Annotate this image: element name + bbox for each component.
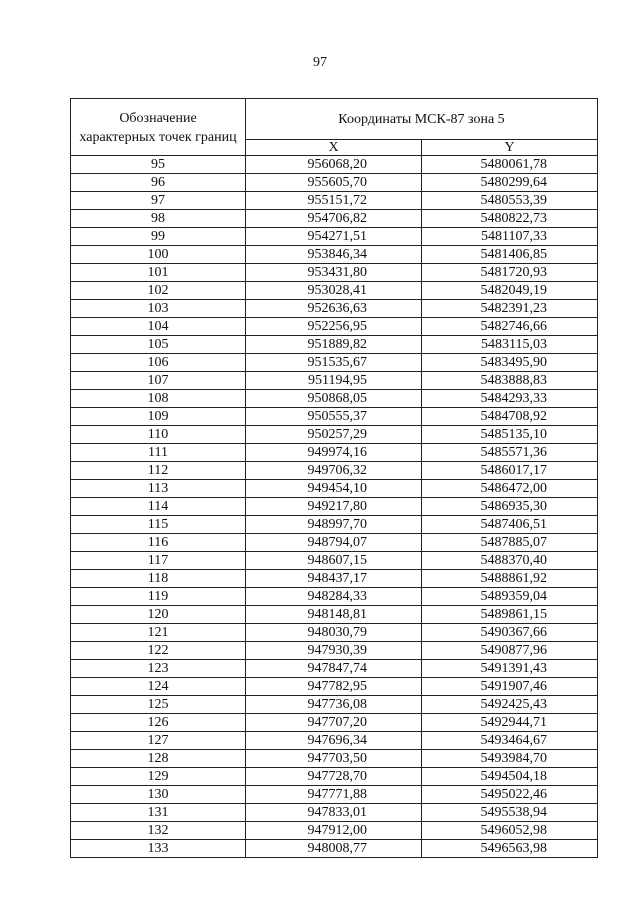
table-header [71, 99, 598, 156]
table-row [71, 372, 598, 390]
x-coordinate-cell: 947696,34 [246, 732, 422, 750]
table-row [71, 498, 598, 516]
point-label-cell: 104 [71, 318, 246, 336]
table-row [71, 516, 598, 534]
point-label-cell: 103 [71, 300, 246, 318]
y-coordinate-cell: 5482049,19 [422, 282, 598, 300]
x-coordinate-cell: 953846,34 [246, 246, 422, 264]
y-coordinate-cell: 5481406,85 [422, 246, 598, 264]
y-coordinate-cell: 5482391,23 [422, 300, 598, 318]
page-number: 97 [313, 55, 327, 70]
x-coordinate-cell: 955151,72 [246, 192, 422, 210]
coordinate-system-header: Координаты МСК-87 зона 5 [246, 99, 598, 140]
table-row [71, 282, 598, 300]
table-row [71, 552, 598, 570]
x-coordinate-cell: 947707,20 [246, 714, 422, 732]
y-coordinate-cell: 5487885,07 [422, 534, 598, 552]
table-body [71, 156, 598, 858]
table-row [71, 624, 598, 642]
x-column-header: X [246, 140, 422, 156]
table-row [71, 408, 598, 426]
point-label-cell: 105 [71, 336, 246, 354]
x-coordinate-cell: 949454,10 [246, 480, 422, 498]
point-label-cell: 96 [71, 174, 246, 192]
x-coordinate-cell: 947703,50 [246, 750, 422, 768]
x-coordinate-cell: 949217,80 [246, 498, 422, 516]
table-row [71, 444, 598, 462]
table-row [71, 840, 598, 858]
table-row [71, 822, 598, 840]
y-coordinate-cell: 5490877,96 [422, 642, 598, 660]
y-coordinate-cell: 5493464,67 [422, 732, 598, 750]
point-label-cell: 110 [71, 426, 246, 444]
table-row [71, 660, 598, 678]
point-label-cell: 131 [71, 804, 246, 822]
y-coordinate-cell: 5486472,00 [422, 480, 598, 498]
point-label-cell: 99 [71, 228, 246, 246]
y-coordinate-cell: 5493984,70 [422, 750, 598, 768]
y-coordinate-cell: 5483115,03 [422, 336, 598, 354]
y-coordinate-cell: 5488370,40 [422, 552, 598, 570]
y-coordinate-cell: 5490367,66 [422, 624, 598, 642]
point-label-cell: 121 [71, 624, 246, 642]
table-row [71, 750, 598, 768]
table-row [71, 642, 598, 660]
y-coordinate-cell: 5487406,51 [422, 516, 598, 534]
table-row [71, 696, 598, 714]
table-row [71, 210, 598, 228]
table-row [71, 426, 598, 444]
point-label-cell: 118 [71, 570, 246, 588]
x-coordinate-cell: 948284,33 [246, 588, 422, 606]
x-coordinate-cell: 947782,95 [246, 678, 422, 696]
point-label-cell: 95 [71, 156, 246, 174]
point-label-cell: 112 [71, 462, 246, 480]
point-label-cell: 125 [71, 696, 246, 714]
table-row [71, 462, 598, 480]
y-coordinate-cell: 5494504,18 [422, 768, 598, 786]
y-coordinate-cell: 5484708,92 [422, 408, 598, 426]
y-coordinate-cell: 5485135,10 [422, 426, 598, 444]
y-coordinate-cell: 5482746,66 [422, 318, 598, 336]
table-row [71, 714, 598, 732]
y-coordinate-cell: 5495538,94 [422, 804, 598, 822]
x-coordinate-cell: 948997,70 [246, 516, 422, 534]
y-coordinate-cell: 5485571,36 [422, 444, 598, 462]
y-coordinate-cell: 5496563,98 [422, 840, 598, 858]
y-coordinate-cell: 5480299,64 [422, 174, 598, 192]
table-row [71, 354, 598, 372]
y-coordinate-cell: 5483495,90 [422, 354, 598, 372]
coordinates-table [70, 98, 598, 858]
point-label-cell: 124 [71, 678, 246, 696]
y-coordinate-cell: 5486935,30 [422, 498, 598, 516]
x-coordinate-cell: 948030,79 [246, 624, 422, 642]
point-label-cell: 126 [71, 714, 246, 732]
point-label-cell: 100 [71, 246, 246, 264]
x-coordinate-cell: 955605,70 [246, 174, 422, 192]
table-row [71, 318, 598, 336]
x-coordinate-cell: 951535,67 [246, 354, 422, 372]
table-row [71, 246, 598, 264]
x-coordinate-cell: 954706,82 [246, 210, 422, 228]
table-row [71, 732, 598, 750]
x-coordinate-cell: 953028,41 [246, 282, 422, 300]
table-row [71, 300, 598, 318]
x-coordinate-cell: 948607,15 [246, 552, 422, 570]
point-label-cell: 132 [71, 822, 246, 840]
point-label-cell: 102 [71, 282, 246, 300]
x-coordinate-cell: 948794,07 [246, 534, 422, 552]
table-row [71, 264, 598, 282]
point-label-cell: 97 [71, 192, 246, 210]
point-label-cell: 109 [71, 408, 246, 426]
x-coordinate-cell: 949974,16 [246, 444, 422, 462]
point-label-cell: 108 [71, 390, 246, 408]
y-coordinate-cell: 5486017,17 [422, 462, 598, 480]
point-label-cell: 106 [71, 354, 246, 372]
point-label-cell: 113 [71, 480, 246, 498]
table-row [71, 156, 598, 174]
table-row [71, 534, 598, 552]
x-coordinate-cell: 947833,01 [246, 804, 422, 822]
point-label-cell: 127 [71, 732, 246, 750]
x-coordinate-cell: 948148,81 [246, 606, 422, 624]
point-label-cell: 120 [71, 606, 246, 624]
table-row [71, 174, 598, 192]
y-coordinate-cell: 5481107,33 [422, 228, 598, 246]
y-coordinate-cell: 5495022,46 [422, 786, 598, 804]
x-coordinate-cell: 947736,08 [246, 696, 422, 714]
x-coordinate-cell: 956068,20 [246, 156, 422, 174]
point-label-cell: 98 [71, 210, 246, 228]
x-coordinate-cell: 952636,63 [246, 300, 422, 318]
point-label-cell: 114 [71, 498, 246, 516]
table-row [71, 336, 598, 354]
y-coordinate-cell: 5491907,46 [422, 678, 598, 696]
table-row [71, 192, 598, 210]
x-coordinate-cell: 950868,05 [246, 390, 422, 408]
x-coordinate-cell: 951194,95 [246, 372, 422, 390]
y-coordinate-cell: 5491391,43 [422, 660, 598, 678]
y-coordinate-cell: 5480822,73 [422, 210, 598, 228]
table-row [71, 390, 598, 408]
x-coordinate-cell: 947728,70 [246, 768, 422, 786]
point-label-cell: 130 [71, 786, 246, 804]
point-label-header [71, 99, 246, 156]
y-coordinate-cell: 5480061,78 [422, 156, 598, 174]
point-label-cell: 133 [71, 840, 246, 858]
y-coordinate-cell: 5489359,04 [422, 588, 598, 606]
x-coordinate-cell: 947771,88 [246, 786, 422, 804]
table-row [71, 570, 598, 588]
table-row [71, 228, 598, 246]
point-label-cell: 115 [71, 516, 246, 534]
x-coordinate-cell: 954271,51 [246, 228, 422, 246]
y-coordinate-cell: 5483888,83 [422, 372, 598, 390]
y-coordinate-cell: 5496052,98 [422, 822, 598, 840]
x-coordinate-cell: 950555,37 [246, 408, 422, 426]
y-coordinate-cell: 5492944,71 [422, 714, 598, 732]
point-label-cell: 129 [71, 768, 246, 786]
header-row-top [71, 99, 598, 140]
table-row [71, 768, 598, 786]
y-coordinate-cell: 5489861,15 [422, 606, 598, 624]
y-coordinate-cell: 5492425,43 [422, 696, 598, 714]
point-label-header-line-1: Обозначение [119, 111, 197, 126]
x-coordinate-cell: 948008,77 [246, 840, 422, 858]
x-coordinate-cell: 951889,82 [246, 336, 422, 354]
table-row [71, 678, 598, 696]
point-label-header-line-2: характерных точек границ [79, 130, 237, 145]
x-coordinate-cell: 947847,74 [246, 660, 422, 678]
point-label-cell: 116 [71, 534, 246, 552]
y-coordinate-cell: 5480553,39 [422, 192, 598, 210]
y-coordinate-cell: 5481720,93 [422, 264, 598, 282]
x-coordinate-cell: 952256,95 [246, 318, 422, 336]
y-column-header: Y [422, 140, 598, 156]
x-coordinate-cell: 947912,00 [246, 822, 422, 840]
point-label-cell: 117 [71, 552, 246, 570]
y-coordinate-cell: 5488861,92 [422, 570, 598, 588]
point-label-cell: 101 [71, 264, 246, 282]
point-label-cell: 119 [71, 588, 246, 606]
point-label-cell: 122 [71, 642, 246, 660]
table-row [71, 804, 598, 822]
x-coordinate-cell: 950257,29 [246, 426, 422, 444]
point-label-cell: 111 [71, 444, 246, 462]
x-coordinate-cell: 948437,17 [246, 570, 422, 588]
x-coordinate-cell: 949706,32 [246, 462, 422, 480]
x-coordinate-cell: 947930,39 [246, 642, 422, 660]
table-row [71, 786, 598, 804]
point-label-cell: 128 [71, 750, 246, 768]
table-row [71, 606, 598, 624]
point-label-cell: 123 [71, 660, 246, 678]
x-coordinate-cell: 953431,80 [246, 264, 422, 282]
y-coordinate-cell: 5484293,33 [422, 390, 598, 408]
table-row [71, 480, 598, 498]
point-label-cell: 107 [71, 372, 246, 390]
table-row [71, 588, 598, 606]
